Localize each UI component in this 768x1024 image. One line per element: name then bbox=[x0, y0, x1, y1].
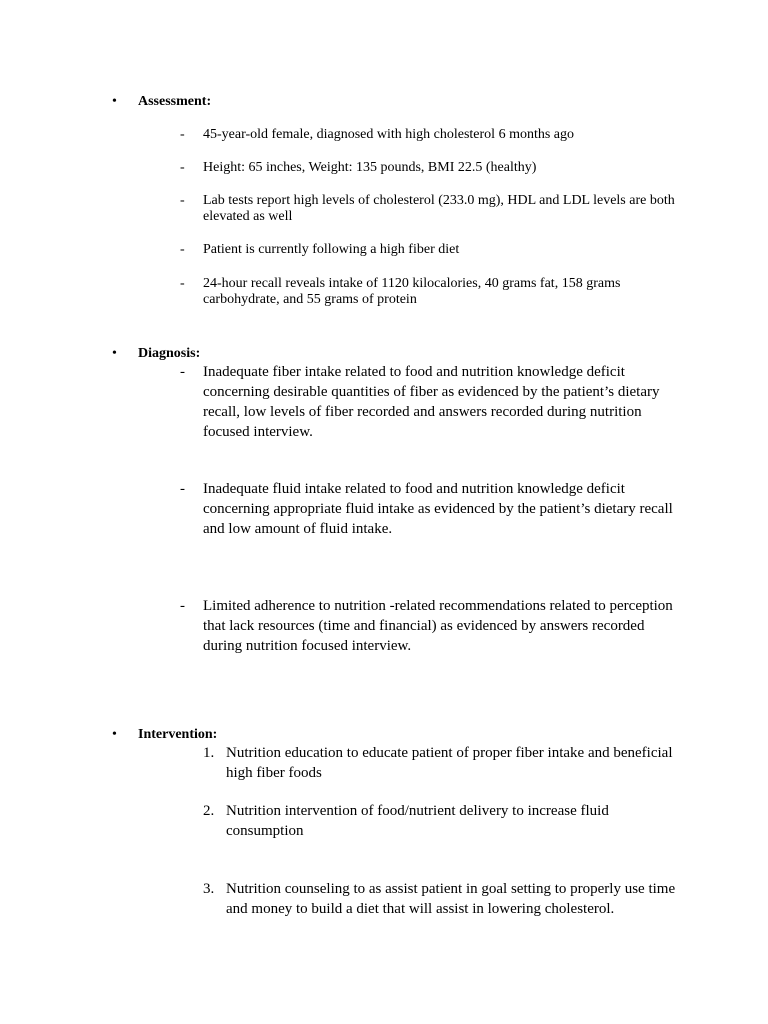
dash-marker: - bbox=[180, 242, 185, 257]
diagnosis-item-text: that lack resources (time and financial) as evidenced by answers recorded bbox=[203, 618, 645, 634]
diagnosis-heading: Diagnosis: bbox=[138, 346, 201, 361]
intervention-item-text: Nutrition intervention of food/nutrient delivery to increase fluid bbox=[226, 803, 609, 819]
diagnosis-item-text: focused interview. bbox=[203, 424, 313, 440]
diagnosis-item-text: Limited adherence to nutrition -related recommendations related to perception bbox=[203, 598, 673, 614]
assessment-item-text: Height: 65 inches, Weight: 135 pounds, BMI 22.5 (healthy) bbox=[203, 160, 537, 175]
number-marker: 3. bbox=[203, 881, 215, 897]
assessment-heading: Assessment: bbox=[138, 94, 212, 109]
number-marker: 2. bbox=[203, 803, 215, 819]
bullet-icon: • bbox=[112, 94, 117, 109]
intervention-item-text: Nutrition education to educate patient of proper fiber intake and beneficial bbox=[226, 745, 673, 761]
dash-marker: - bbox=[180, 481, 185, 497]
assessment-item-text: elevated as well bbox=[203, 209, 293, 224]
dash-marker: - bbox=[180, 364, 185, 380]
intervention-item-text: Nutrition counseling to as assist patient in goal setting to properly use time bbox=[226, 881, 676, 897]
number-marker: 1. bbox=[203, 745, 215, 761]
dash-marker: - bbox=[180, 193, 185, 208]
diagnosis-item-text: concerning desirable quantities of fiber as evidenced by the patient’s dietary bbox=[203, 384, 660, 400]
assessment-item-text: Lab tests report high levels of cholesterol (233.0 mg), HDL and LDL levels are both bbox=[203, 193, 675, 208]
assessment-item-text: Patient is currently following a high fiber diet bbox=[203, 242, 460, 257]
dash-marker: - bbox=[180, 160, 185, 175]
assessment-item-text: carbohydrate, and 55 grams of protein bbox=[203, 292, 417, 307]
diagnosis-item-text: recall, low levels of fiber recorded and answers recorded during nutrition bbox=[203, 404, 642, 420]
intervention-item-text: and money to build a diet that will assist in lowering cholesterol. bbox=[226, 901, 615, 917]
bullet-icon: • bbox=[112, 727, 117, 742]
intervention-item-text: consumption bbox=[226, 823, 304, 839]
diagnosis-item-text: and low amount of fluid intake. bbox=[203, 521, 393, 537]
bullet-icon: • bbox=[112, 346, 117, 361]
diagnosis-item-text: during nutrition focused interview. bbox=[203, 638, 412, 654]
intervention-item-text: high fiber foods bbox=[226, 765, 322, 781]
assessment-item-text: 45-year-old female, diagnosed with high cholesterol 6 months ago bbox=[203, 127, 575, 142]
diagnosis-item-text: concerning appropriate fluid intake as evidenced by the patient’s dietary recall bbox=[203, 501, 673, 517]
dash-marker: - bbox=[180, 127, 185, 142]
dash-marker: - bbox=[180, 276, 185, 291]
diagnosis-item-text: Inadequate fiber intake related to food and nutrition knowledge deficit bbox=[203, 364, 625, 380]
dash-marker: - bbox=[180, 598, 185, 614]
intervention-heading: Intervention: bbox=[138, 727, 218, 742]
diagnosis-item-text: Inadequate fluid intake related to food and nutrition knowledge deficit bbox=[203, 481, 625, 497]
assessment-item-text: 24-hour recall reveals intake of 1120 kilocalories, 40 grams fat, 158 grams bbox=[203, 276, 621, 291]
